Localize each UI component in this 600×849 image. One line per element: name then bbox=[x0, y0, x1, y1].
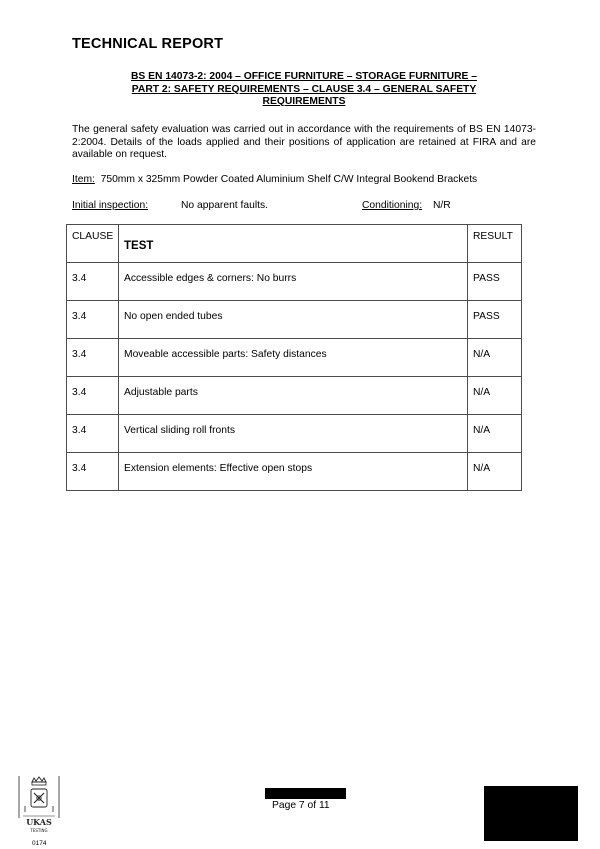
clause-cell: 3.4 bbox=[67, 377, 119, 415]
table-row bbox=[67, 453, 522, 491]
clause-cell: 3.4 bbox=[67, 263, 119, 301]
test-cell: Moveable accessible parts: Safety distances bbox=[119, 339, 468, 377]
table-row bbox=[67, 377, 522, 415]
inspection-label: Initial inspection: bbox=[72, 200, 149, 211]
redaction-block bbox=[484, 786, 578, 841]
intro-paragraph: The general safety evaluation was carried out in accordance with the requirements of BS EN 14073-2:2004. Details of the loads applied and their positions of application are retained at FIRA and are available on request. bbox=[72, 124, 536, 161]
conditioning-label: Conditioning: bbox=[362, 200, 423, 211]
result-cell: N/A bbox=[468, 415, 522, 453]
header-clause: CLAUSE bbox=[67, 225, 119, 263]
standard-title-line-2: PART 2: SAFETY REQUIREMENTS – CLAUSE 3.4 – GENERAL SAFETY bbox=[131, 83, 477, 95]
item-label: Item: bbox=[72, 174, 95, 185]
item-line bbox=[72, 174, 477, 185]
clause-cell: 3.4 bbox=[67, 301, 119, 339]
table-row bbox=[67, 263, 522, 301]
table-row bbox=[67, 339, 522, 377]
result-cell: N/A bbox=[468, 339, 522, 377]
result-cell: PASS bbox=[468, 301, 522, 339]
redaction-bar bbox=[265, 788, 346, 799]
result-cell: PASS bbox=[468, 263, 522, 301]
inspection-value: No apparent faults. bbox=[181, 200, 269, 211]
table-header-row bbox=[67, 225, 522, 263]
logo-text: UKAS bbox=[26, 817, 52, 827]
standard-title bbox=[100, 71, 508, 109]
item-value: 750mm x 325mm Powder Coated Aluminium Shelf C/W Integral Bookend Brackets bbox=[100, 174, 478, 185]
header-test: TEST bbox=[124, 240, 154, 252]
test-cell: Extension elements: Effective open stops bbox=[119, 453, 468, 491]
logo-number: 0174 bbox=[32, 840, 47, 847]
test-cell: Vertical sliding roll fronts bbox=[119, 415, 468, 453]
conditioning-value: N/R bbox=[433, 200, 451, 211]
clause-cell: 3.4 bbox=[67, 339, 119, 377]
standard-title-line-3: REQUIREMENTS bbox=[262, 96, 346, 108]
clause-cell: 3.4 bbox=[67, 415, 119, 453]
test-cell: Adjustable parts bbox=[119, 377, 468, 415]
report-heading: TECHNICAL REPORT bbox=[72, 36, 224, 52]
ukas-crown-logo-icon bbox=[17, 776, 61, 836]
header-test-cell bbox=[119, 225, 468, 263]
results-table bbox=[66, 224, 522, 491]
standard-title-line-1: BS EN 14073-2: 2004 – OFFICE FURNITURE – STORAGE FURNITURE – bbox=[131, 71, 477, 82]
header-result: RESULT bbox=[468, 225, 522, 263]
test-cell: Accessible edges & corners: No burrs bbox=[119, 263, 468, 301]
logo-subtext: TESTING bbox=[30, 828, 48, 833]
result-cell: N/A bbox=[468, 377, 522, 415]
page-number: Page 7 of 11 bbox=[272, 800, 330, 811]
clause-cell: 3.4 bbox=[67, 453, 119, 491]
table-row bbox=[67, 415, 522, 453]
result-cell: N/A bbox=[468, 453, 522, 491]
table-row bbox=[67, 301, 522, 339]
test-cell: No open ended tubes bbox=[119, 301, 468, 339]
